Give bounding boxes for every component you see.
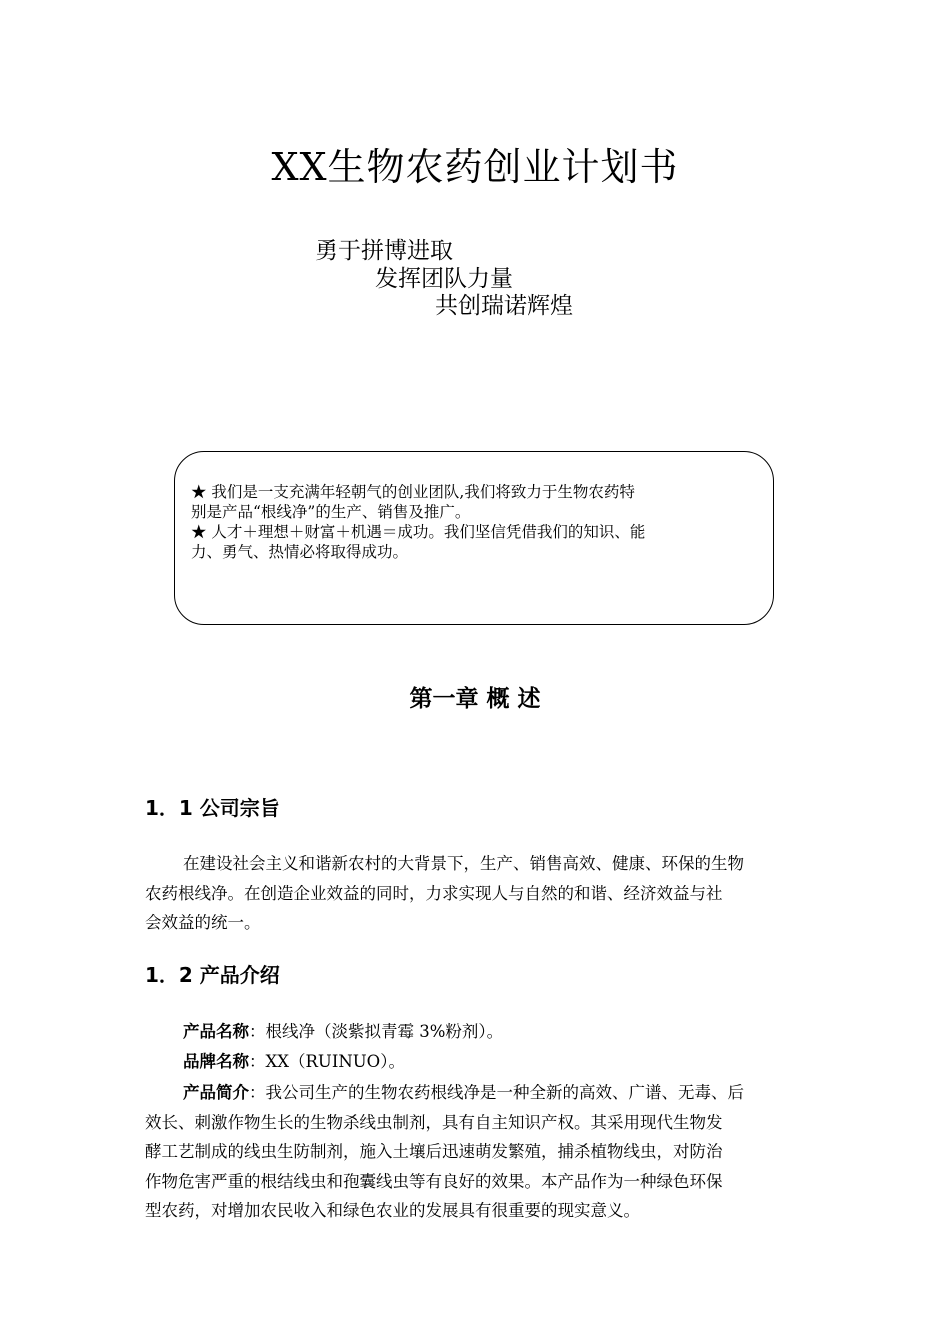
- intro-box-line: ★ 我们是一支充满年轻朝气的创业团队,我们将致力于生物农药特: [191, 483, 635, 501]
- product-name-label: 产品名称: [183, 1022, 249, 1041]
- brand-name-label: 品牌名称: [183, 1052, 249, 1071]
- paragraph-line: 作物危害严重的根结线虫和孢囊线虫等有良好的效果。本产品作为一种绿色环保: [145, 1171, 723, 1191]
- section-heading-company-purpose: 1．1 公司宗旨: [145, 796, 280, 820]
- section-heading-product-intro: 1．2 产品介绍: [145, 963, 280, 987]
- product-name-row: [145, 1017, 810, 1047]
- paragraph-line: 农药根线净。在创造企业效益的同时，力求实现人与自然的和谐、经济效益与社: [145, 883, 723, 903]
- paragraph-line: 型农药，对增加农民收入和绿色农业的发展具有很重要的现实意义。: [145, 1201, 640, 1220]
- chapter-title: 第一章 概 述: [409, 686, 541, 712]
- document-title: XX生物农药创业计划书: [271, 145, 679, 189]
- paragraph-line: ：我公司生产的生物农药根线净是一种全新的高效、广谱、无毒、后: [249, 1083, 744, 1102]
- paragraph-line: 会效益的统一。: [145, 913, 261, 932]
- team-intro-box: [174, 451, 774, 625]
- product-intro-label: 产品简介: [183, 1083, 249, 1102]
- product-intro-paragraph: [145, 1078, 810, 1226]
- motto-line-1: 勇于拼博进取: [315, 238, 453, 264]
- intro-box-line: 别是产品“根线净”的生产、销售及推广。: [191, 503, 471, 521]
- paragraph-line: 酵工艺制成的线虫生防制剂，施入土壤后迅速萌发繁殖，捕杀植物线虫，对防治: [145, 1142, 723, 1161]
- paragraph-line: 效长、刺激作物生长的生物杀线虫制剂，具有自主知识产权。其采用现代生物发: [145, 1112, 723, 1132]
- brand-name-value: ：XX（RUINUO）。: [249, 1052, 405, 1071]
- brand-name-row: [145, 1047, 810, 1077]
- intro-box-line: ★ 人才＋理想＋财富＋机遇＝成功。我们坚信凭借我们的知识、能: [191, 523, 646, 541]
- paragraph-line: 在建设社会主义和谐新农村的大背景下，生产、销售高效、健康、环保的生物: [183, 854, 744, 873]
- motto-line-3: 共创瑞诺辉煌: [435, 293, 573, 319]
- product-name-value: ：根线净（淡紫拟青霉 3%粉剂）。: [249, 1022, 504, 1041]
- motto-line-2: 发挥团队力量: [375, 266, 513, 292]
- company-purpose-paragraph: [145, 849, 810, 938]
- intro-box-line: 力、勇气、热情必将取得成功。: [191, 543, 409, 561]
